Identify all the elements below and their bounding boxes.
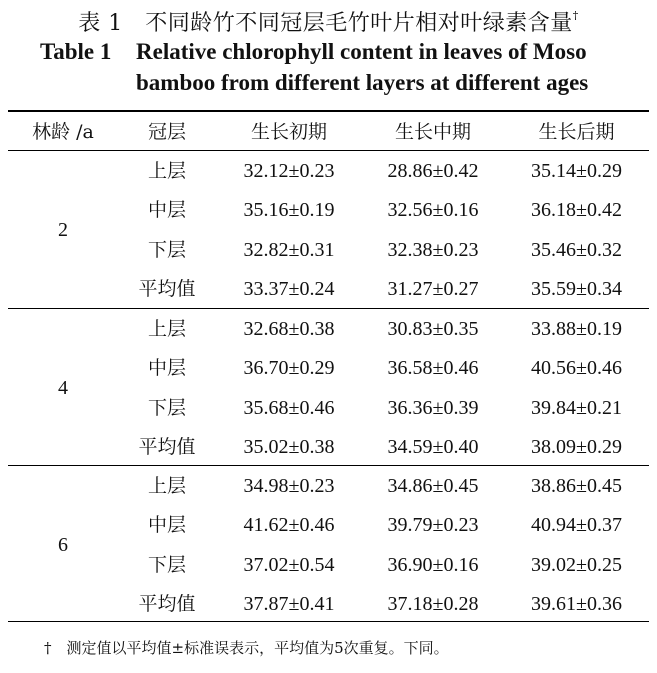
age-cell: 6 (58, 533, 68, 556)
value-cell: 36.70±0.29 (243, 357, 335, 380)
age-cell: 4 (58, 376, 68, 399)
value-cell: 33.37±0.24 (243, 277, 335, 300)
value-cell: 36.18±0.42 (531, 199, 622, 222)
layer-cell: 上层 (147, 475, 186, 497)
value-cell: 32.12±0.23 (243, 160, 335, 182)
layer-cell: 下层 (147, 238, 186, 261)
value-cell: 36.58±0.46 (387, 357, 479, 380)
value-cell: 32.56±0.16 (387, 199, 479, 222)
bottom-rule (8, 621, 649, 622)
value-cell: 41.62±0.46 (243, 514, 335, 537)
layer-cell: 中层 (147, 514, 186, 537)
value-cell: 33.88±0.19 (531, 318, 622, 340)
footnote: † 测定值以平均值±标准误表示，平均值为5次重复。下同。 (44, 639, 449, 657)
value-cell: 32.68±0.38 (243, 318, 335, 340)
value-cell: 35.02±0.38 (243, 435, 335, 458)
table-title-en (40, 36, 650, 98)
value-cell: 34.59±0.40 (387, 435, 479, 458)
layer-cell: 中层 (147, 199, 186, 222)
title-footnote-mark: † (572, 9, 579, 22)
age-cell: 2 (58, 218, 68, 241)
value-cell: 28.86±0.42 (387, 160, 479, 182)
value-cell: 39.79±0.23 (387, 514, 479, 537)
layer-cell: 上层 (147, 160, 186, 182)
value-cell: 31.27±0.27 (387, 277, 479, 300)
header-middle: 生长中期 (394, 121, 471, 143)
layer-cell: 平均值 (138, 435, 196, 458)
layer-cell: 平均值 (138, 277, 196, 300)
value-cell: 35.68±0.46 (243, 396, 335, 419)
header-age: 林龄 /a (32, 121, 94, 143)
table-title-en-line2: bamboo from different layers at different ages (136, 70, 589, 95)
table-title-cn-text: 表 1 不同龄竹不同冠层毛竹叶片相对叶绿素含量 (78, 11, 573, 36)
value-cell: 35.16±0.19 (243, 199, 335, 222)
group-divider (8, 308, 649, 309)
value-cell: 36.90±0.16 (387, 553, 479, 576)
value-cell: 34.86±0.45 (387, 475, 479, 497)
table-title-cn (0, 6, 657, 37)
value-cell: 37.18±0.28 (387, 592, 479, 615)
value-cell: 37.02±0.54 (243, 553, 335, 576)
header-early: 生长初期 (250, 121, 327, 143)
value-cell: 38.09±0.29 (531, 435, 622, 458)
header-layer: 冠层 (147, 121, 186, 143)
layer-cell: 上层 (147, 318, 186, 340)
layer-cell: 平均值 (138, 592, 196, 615)
layer-cell: 中层 (147, 357, 186, 380)
value-cell: 36.36±0.39 (387, 396, 479, 419)
value-cell: 32.38±0.23 (387, 238, 479, 261)
value-cell: 40.94±0.37 (531, 514, 622, 537)
value-cell: 39.02±0.25 (531, 553, 622, 576)
value-cell: 32.82±0.31 (243, 238, 335, 261)
top-rule (8, 110, 649, 112)
table-title-en-line1: Relative chlorophyll content in leaves of Moso (136, 39, 587, 64)
value-cell: 38.86±0.45 (531, 475, 622, 497)
value-cell: 39.84±0.21 (531, 396, 622, 419)
header-rule (8, 150, 649, 151)
table-label-en: Table 1 (40, 39, 112, 64)
value-cell: 30.83±0.35 (387, 318, 479, 340)
value-cell: 40.56±0.46 (531, 357, 622, 380)
value-cell: 37.87±0.41 (243, 592, 335, 615)
value-cell: 35.46±0.32 (531, 238, 622, 261)
value-cell: 35.14±0.29 (531, 160, 622, 182)
value-cell: 35.59±0.34 (531, 277, 622, 300)
value-cell: 34.98±0.23 (243, 475, 335, 497)
layer-cell: 下层 (147, 553, 186, 576)
value-cell: 39.61±0.36 (531, 592, 622, 615)
layer-cell: 下层 (147, 396, 186, 419)
header-late: 生长后期 (538, 121, 615, 143)
group-divider (8, 465, 649, 466)
